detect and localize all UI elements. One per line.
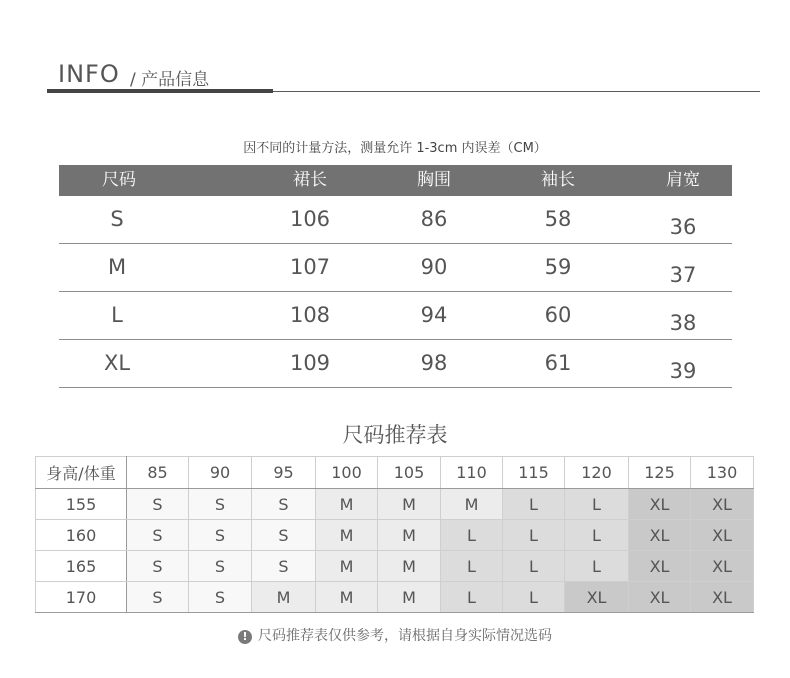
height-row <box>36 551 754 582</box>
size-cell: XL <box>629 489 691 520</box>
weight-header: 120 <box>565 457 629 489</box>
weight-header: 125 <box>629 457 691 489</box>
table-cell: 98 <box>420 351 448 375</box>
table-cell: 59 <box>544 255 572 279</box>
size-cell: XL <box>629 520 691 551</box>
table-cell: 90 <box>420 255 448 279</box>
size-cell: XL <box>691 582 754 613</box>
size-cell: S <box>189 489 252 520</box>
height-label: 170 <box>36 582 127 613</box>
height-row <box>36 489 754 520</box>
size-cell: M <box>378 582 441 613</box>
table-cell: 61 <box>544 351 572 375</box>
size-cell: M <box>316 489 378 520</box>
size-cell: S <box>189 520 252 551</box>
size-cell: M <box>378 551 441 582</box>
size-cell: XL <box>629 551 691 582</box>
size-cell: M <box>252 582 316 613</box>
measurement-row <box>59 340 732 388</box>
measurement-table <box>59 165 732 388</box>
table-cell: 106 <box>289 207 331 231</box>
weight-header: 100 <box>316 457 378 489</box>
size-cell: M <box>441 489 503 520</box>
table-cell: 107 <box>289 255 331 279</box>
size-cell: XL <box>691 520 754 551</box>
weight-header: 85 <box>127 457 189 489</box>
table-cell: L <box>111 303 123 327</box>
table-cell: 108 <box>289 303 331 327</box>
table-cell: 58 <box>544 207 572 231</box>
column-header: 袖长 <box>541 170 575 190</box>
size-cell: L <box>503 551 565 582</box>
size-cell: M <box>378 489 441 520</box>
height-row <box>36 520 754 551</box>
size-cell: M <box>378 520 441 551</box>
measurement-row <box>59 244 732 292</box>
table-cell: 37 <box>669 263 697 287</box>
column-header: 肩宽 <box>666 170 700 190</box>
size-cell: XL <box>691 489 754 520</box>
size-cell: L <box>565 489 629 520</box>
size-cell: S <box>252 551 316 582</box>
height-label: 155 <box>36 489 127 520</box>
table-cell: 60 <box>544 303 572 327</box>
size-cell: S <box>127 520 189 551</box>
column-header: 裙长 <box>293 170 327 190</box>
size-cell: S <box>189 551 252 582</box>
size-cell: L <box>441 582 503 613</box>
header-subtitle: / 产品信息 <box>130 70 210 90</box>
height-row <box>36 582 754 613</box>
size-cell: S <box>127 489 189 520</box>
header-title: INFO <box>58 60 120 88</box>
size-cell: S <box>252 520 316 551</box>
size-cell: L <box>441 520 503 551</box>
table-cell: 94 <box>420 303 448 327</box>
table-cell: 109 <box>289 351 331 375</box>
column-header: 尺码 <box>102 170 136 190</box>
size-cell: L <box>441 551 503 582</box>
footer-note <box>0 625 790 645</box>
size-cell: S <box>252 489 316 520</box>
height-label: 160 <box>36 520 127 551</box>
table-cell: S <box>110 207 124 231</box>
size-cell: L <box>503 489 565 520</box>
size-cell: XL <box>691 551 754 582</box>
measurement-note: 因不同的计量方法，测量允许 1-3cm 内误差（CM） <box>243 141 547 156</box>
size-cell: S <box>127 551 189 582</box>
size-recommendation-table <box>35 456 754 613</box>
size-cell: M <box>316 520 378 551</box>
size-cell: XL <box>565 582 629 613</box>
exclamation-icon: ! <box>238 630 252 644</box>
weight-header: 95 <box>252 457 316 489</box>
table-cell: 86 <box>420 207 448 231</box>
table-cell: 39 <box>669 359 697 383</box>
size-cell: L <box>503 582 565 613</box>
footer-text: 尺码推荐表仅供参考，请根据自身实际情况选码 <box>258 628 552 644</box>
size-cell: XL <box>629 582 691 613</box>
measurement-row <box>59 196 732 244</box>
size-cell: L <box>565 520 629 551</box>
measurement-row <box>59 292 732 340</box>
measurement-header-row <box>59 165 732 196</box>
size-cell: M <box>316 551 378 582</box>
weight-header-row <box>36 457 754 489</box>
size-cell: L <box>565 551 629 582</box>
size-cell: S <box>127 582 189 613</box>
weight-header: 105 <box>378 457 441 489</box>
table-cell: 36 <box>669 215 697 239</box>
recommendation-title: 尺码推荐表 <box>342 423 448 447</box>
table-cell: XL <box>103 351 131 375</box>
table-cell: M <box>107 255 127 279</box>
column-header: 胸围 <box>417 170 451 190</box>
weight-header: 130 <box>691 457 754 489</box>
weight-header: 115 <box>503 457 565 489</box>
size-cell: L <box>503 520 565 551</box>
height-label: 165 <box>36 551 127 582</box>
weight-header: 110 <box>441 457 503 489</box>
weight-header: 90 <box>189 457 252 489</box>
size-cell: S <box>189 582 252 613</box>
corner-label: 身高/体重 <box>36 457 127 489</box>
table-cell: 38 <box>669 311 697 335</box>
size-cell: M <box>316 582 378 613</box>
